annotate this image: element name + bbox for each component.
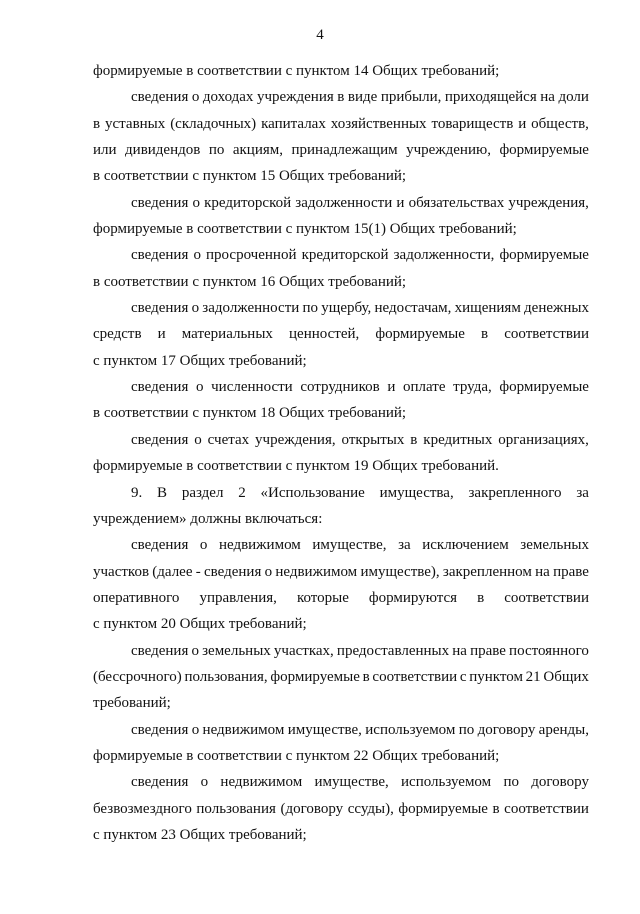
word: недостачам, bbox=[374, 300, 452, 317]
word: сведения bbox=[131, 774, 189, 791]
text-line bbox=[93, 216, 589, 242]
word: формируемые bbox=[499, 247, 589, 264]
word: на bbox=[452, 642, 467, 659]
text-line-content: формируемые в соответствии с пунктом 14 Общих требований; bbox=[93, 63, 500, 79]
word: сведения bbox=[131, 537, 189, 554]
word: счетах bbox=[207, 431, 250, 448]
text-line-content: учреждением» должны включаться: bbox=[93, 510, 323, 527]
text-line bbox=[93, 611, 589, 637]
text-line-content: в соответствии с пунктом 15 Общих требований; bbox=[93, 168, 407, 185]
word: дивидендов bbox=[125, 142, 201, 159]
text-line bbox=[93, 585, 589, 611]
word: капиталах bbox=[261, 115, 326, 132]
word: обязательствах bbox=[408, 194, 505, 211]
word: о bbox=[191, 89, 200, 106]
word: соответствии bbox=[504, 326, 589, 343]
word: акциям, bbox=[232, 142, 283, 159]
word: сведения bbox=[131, 431, 189, 448]
text-line bbox=[93, 822, 589, 848]
word: учреждения, bbox=[255, 431, 336, 448]
word: ссуды), bbox=[347, 800, 394, 817]
text-line-content: в соответствии с пунктом 16 Общих требований; bbox=[93, 273, 407, 290]
word: участках, bbox=[273, 642, 334, 659]
word: на bbox=[540, 89, 555, 106]
text-line-content: с пунктом 20 Общих требований; bbox=[93, 616, 307, 633]
word: недвижимом bbox=[202, 721, 285, 738]
word: формируются bbox=[368, 589, 458, 606]
word: открытых bbox=[341, 431, 405, 448]
word: в bbox=[93, 115, 101, 132]
text-line bbox=[93, 321, 589, 347]
text-line bbox=[93, 111, 589, 137]
word: закрепленном bbox=[442, 563, 532, 580]
text-line bbox=[93, 163, 589, 189]
word: по bbox=[208, 142, 225, 159]
word: и bbox=[157, 326, 166, 343]
word: за bbox=[398, 537, 411, 554]
word: имуществе, bbox=[287, 721, 362, 738]
word: пунктом bbox=[469, 668, 523, 685]
text-line bbox=[93, 480, 589, 506]
word: которые bbox=[296, 589, 349, 606]
word: соответствии bbox=[504, 589, 589, 606]
word: сведения bbox=[131, 721, 189, 738]
word: закрепленного bbox=[468, 484, 562, 501]
word: по bbox=[503, 774, 519, 791]
word: доходах bbox=[202, 89, 254, 106]
text-line bbox=[93, 374, 589, 400]
word: в bbox=[492, 800, 500, 817]
word: организациях, bbox=[498, 431, 589, 448]
text-line bbox=[93, 690, 589, 716]
word: приходящейся bbox=[444, 89, 537, 106]
word: оперативного bbox=[93, 589, 180, 606]
word: или bbox=[93, 142, 117, 159]
word: 21 bbox=[525, 668, 541, 685]
word: товариществ bbox=[431, 115, 514, 132]
text-line-content: требований; bbox=[93, 695, 171, 712]
word: доли bbox=[558, 89, 589, 106]
word: материальных bbox=[181, 326, 273, 343]
word: 9. bbox=[131, 484, 143, 501]
text-line bbox=[93, 137, 589, 163]
word: ценностей, bbox=[289, 326, 360, 343]
word: сведения bbox=[131, 89, 189, 106]
word: сведения bbox=[204, 563, 262, 580]
word: труда, bbox=[453, 379, 492, 396]
word: формируемые bbox=[398, 800, 488, 817]
text-line bbox=[93, 532, 589, 558]
word: земельных bbox=[202, 642, 271, 659]
word: и bbox=[396, 194, 405, 211]
word: аренды, bbox=[538, 721, 589, 738]
word: сведения bbox=[131, 194, 189, 211]
text-line bbox=[93, 400, 589, 426]
word: за bbox=[576, 484, 589, 501]
text-line bbox=[93, 796, 589, 822]
word: учреждения, bbox=[508, 194, 589, 211]
word: имуществе), bbox=[360, 563, 440, 580]
word: земельных bbox=[520, 537, 589, 554]
word: хищениям bbox=[454, 300, 521, 317]
word: в bbox=[481, 326, 489, 343]
word: просроченной bbox=[206, 247, 297, 264]
word: исключением bbox=[422, 537, 509, 554]
word: предоставленных bbox=[336, 642, 450, 659]
text-line bbox=[93, 506, 589, 532]
word: формируемые bbox=[375, 326, 465, 343]
text-line bbox=[93, 638, 589, 664]
text-line-content: формируемые в соответствии с пунктом 22 Общих требований; bbox=[93, 747, 500, 764]
word: (бессрочного) bbox=[93, 668, 182, 685]
text-line bbox=[93, 769, 589, 795]
word: постоянного bbox=[509, 642, 589, 659]
text-line bbox=[93, 664, 589, 690]
word: принадлежащим bbox=[291, 142, 398, 159]
word: недвижимом bbox=[220, 774, 303, 791]
word: праве bbox=[553, 563, 589, 580]
text-line bbox=[93, 269, 589, 295]
text-line-content: с пунктом 23 Общих требований; bbox=[93, 826, 307, 843]
word: безвозмездного bbox=[93, 800, 192, 817]
word: задолженности, bbox=[393, 247, 495, 264]
word: сведения bbox=[131, 247, 189, 264]
text-line bbox=[93, 427, 589, 453]
word: (складочных) bbox=[170, 115, 257, 132]
word: о bbox=[191, 300, 200, 317]
document-body bbox=[93, 58, 589, 848]
word: - bbox=[195, 563, 201, 580]
word: о bbox=[194, 431, 202, 448]
text-line-content: в соответствии с пунктом 18 Общих требований; bbox=[93, 405, 407, 422]
word: договору bbox=[477, 721, 536, 738]
word: кредиторской bbox=[204, 194, 292, 211]
word: в bbox=[477, 589, 485, 606]
text-line-content: с пунктом 17 Общих требований; bbox=[93, 352, 307, 369]
word: в bbox=[362, 668, 370, 685]
word: виде bbox=[347, 89, 378, 106]
word: сведения bbox=[131, 300, 189, 317]
word: формируемые bbox=[499, 142, 589, 159]
text-line bbox=[93, 453, 589, 479]
word: денежных bbox=[524, 300, 589, 317]
word: с bbox=[459, 668, 467, 685]
word: уставных bbox=[105, 115, 166, 132]
word: используемом bbox=[365, 721, 456, 738]
word: численности bbox=[211, 379, 293, 396]
word: праве bbox=[470, 642, 506, 659]
page-number: 4 bbox=[316, 27, 324, 43]
word: о bbox=[193, 247, 201, 264]
text-line bbox=[93, 559, 589, 585]
word: пользования bbox=[196, 800, 276, 817]
text-line bbox=[93, 295, 589, 321]
word: по bbox=[458, 721, 475, 738]
word: формируемые bbox=[270, 668, 360, 685]
word: кредиторской bbox=[301, 247, 389, 264]
word: имущества, bbox=[379, 484, 454, 501]
word: оплате bbox=[403, 379, 446, 396]
text-line bbox=[93, 58, 589, 84]
word: о bbox=[199, 537, 208, 554]
word: 2 bbox=[238, 484, 246, 501]
word: имуществе, bbox=[312, 537, 387, 554]
text-line bbox=[93, 743, 589, 769]
word: о bbox=[191, 642, 199, 659]
text-line bbox=[93, 190, 589, 216]
word: в bbox=[337, 89, 345, 106]
text-line bbox=[93, 84, 589, 110]
word: на bbox=[535, 563, 550, 580]
word: прибыли, bbox=[380, 89, 442, 106]
word: недвижимом bbox=[218, 537, 301, 554]
word: раздел bbox=[181, 484, 224, 501]
word: формируемые bbox=[499, 379, 589, 396]
text-line-content: формируемые в соответствии с пунктом 15(1) Общих требований; bbox=[93, 221, 517, 238]
word: сведения bbox=[131, 379, 189, 396]
word: учреждению, bbox=[406, 142, 491, 159]
word: соответствии bbox=[504, 800, 589, 817]
word: о bbox=[191, 721, 200, 738]
word: задолженности bbox=[295, 194, 393, 211]
text-line bbox=[93, 242, 589, 268]
word: ущербу, bbox=[321, 300, 372, 317]
word: имуществе, bbox=[314, 774, 389, 791]
word: (договору bbox=[280, 800, 344, 817]
word: обществ, bbox=[531, 115, 589, 132]
word: участков bbox=[93, 563, 150, 580]
word: сведения bbox=[131, 642, 189, 659]
word: о bbox=[200, 774, 209, 791]
word: учреждения bbox=[256, 89, 334, 106]
word: средств bbox=[93, 326, 142, 343]
word: о bbox=[264, 563, 273, 580]
word: пользования, bbox=[184, 668, 268, 685]
word: в bbox=[410, 431, 418, 448]
text-line bbox=[93, 717, 589, 743]
word: В bbox=[157, 484, 168, 501]
word: договору bbox=[531, 774, 589, 791]
word: (далее bbox=[152, 563, 193, 580]
word: соответствии bbox=[372, 668, 458, 685]
word: о bbox=[192, 194, 200, 211]
word: используемом bbox=[401, 774, 492, 791]
word: по bbox=[302, 300, 319, 317]
word: хозяйственных bbox=[330, 115, 427, 132]
word: сотрудников bbox=[300, 379, 380, 396]
text-line bbox=[93, 348, 589, 374]
word: о bbox=[196, 379, 204, 396]
word: кредитных bbox=[423, 431, 493, 448]
word: и bbox=[387, 379, 396, 396]
word: задолженности bbox=[202, 300, 300, 317]
word: управления, bbox=[199, 589, 277, 606]
word: «Использование bbox=[260, 484, 365, 501]
word: и bbox=[518, 115, 527, 132]
text-line-content: формируемые в соответствии с пунктом 19 Общих требований. bbox=[93, 458, 499, 475]
word: Общих bbox=[543, 668, 589, 685]
word: недвижимом bbox=[275, 563, 358, 580]
